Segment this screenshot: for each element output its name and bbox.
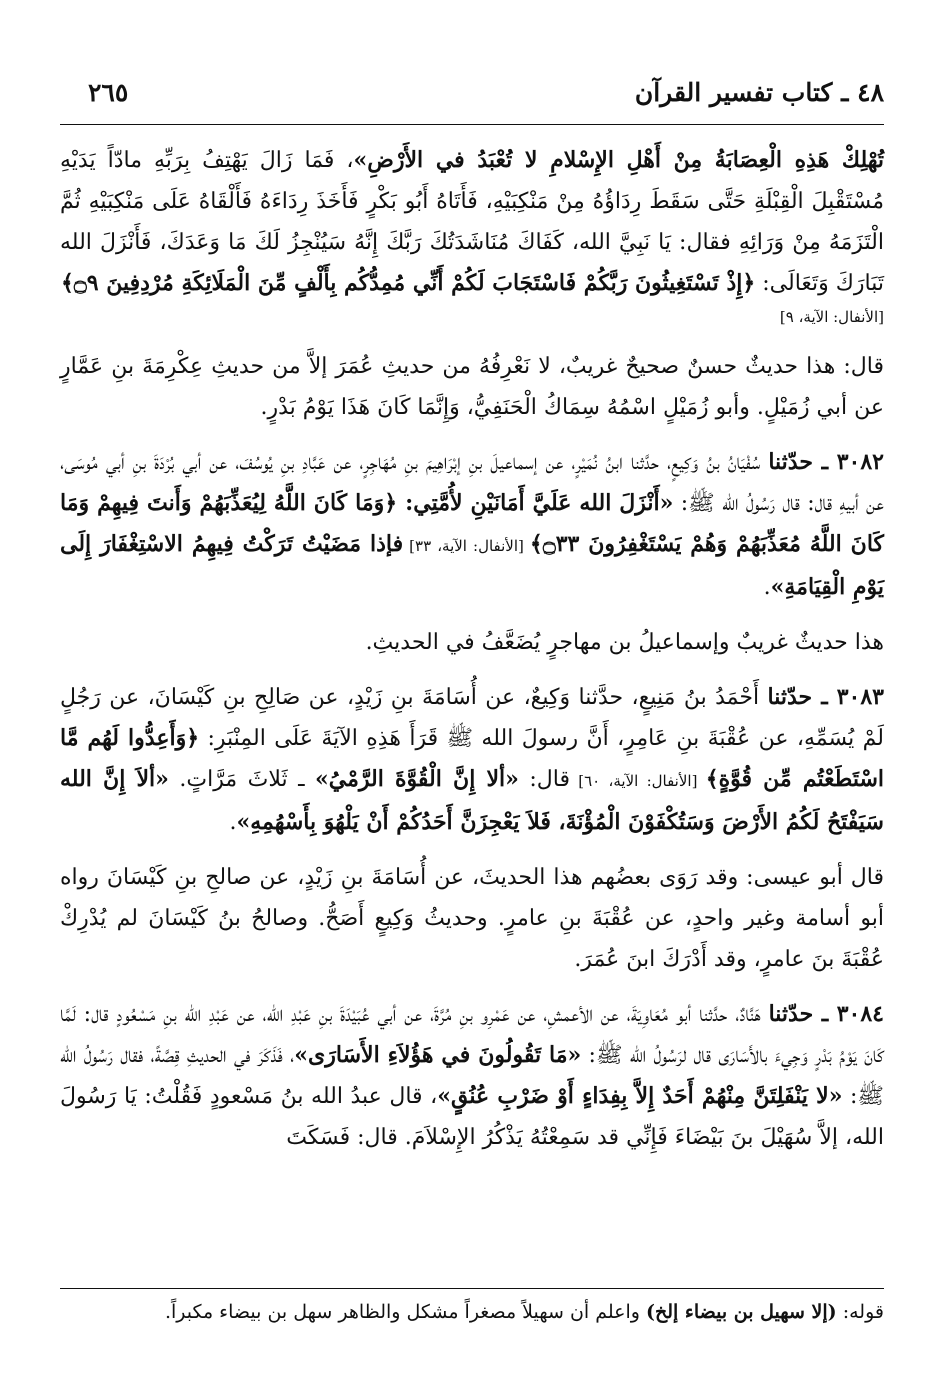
paragraph-text: ـ ثَلاثَ مَرَّاتٍ. — [168, 767, 316, 792]
footnote-term: (إلا سهيل بن بيضاء إلخ) — [646, 1301, 837, 1323]
hadith-quote: فإذا مَضَيْتُ تَرَكْتُ فِيهِمُ الاسْتِغْفَارَ إِلَى يَوْمِ الْقِيَامَةِ» — [60, 531, 884, 600]
hadith-quote: «أَنْزَلَ الله عَلَيَّ أَمَانَيْنِ لأُمَّتِي: — [397, 490, 674, 516]
running-header — [88, 78, 884, 118]
paragraph-text: سُفْيَانُ بنُ وَكِيعٍ، حدَّثنا ابنُ نُمَيْرٍ، عن إسماعيلَ بنِ إبْرَاهِيمَ بنِ مُهَاجِرٍ، عن عَبَّادِ بنِ يُوسُفَ، عن أبي بُرْدَةَ بنِ أبي مُوسَى، عن أبيهِ قال: قال رَسُولُ الله ﷺ: — [60, 450, 884, 516]
verse-citation: [الأنفال: الآية، ٩] — [779, 308, 884, 326]
header-rule — [60, 124, 884, 125]
page-body — [60, 140, 884, 1172]
hadith-number: ٣٠٨٣ ـ حدّثنا — [767, 684, 884, 710]
quran-verse: ﴿إِذْ تَسْتَغِيثُونَ رَبَّكُمْ فَاسْتَجَابَ لَكُمْ أَنِّي مُمِدُّكُم بِأَلْفٍ مِّنَ الْمَلَائِكَةِ مُرْدِفِينَ ۝٩﴾ — [60, 270, 756, 296]
running-title: ٤٨ ـ كتاب تفسير القرآن — [634, 78, 884, 107]
paragraph-4 — [60, 622, 884, 663]
hadith-3082 — [60, 442, 884, 608]
paragraph-text: أَحْمَدُ بنُ مَنِيعٍ، حدَّثنا وَكِيعٌ، عن أُسَامَةَ بنِ زَيْدٍ، عن صَالِحِ بنِ كَيْسَانَ، عن رَجُلٍ لَمْ يُسَمِّهِ، عن عُقْبَةَ بنِ عَامِرٍ، أَنَّ رسولَ الله ﷺ قَرَأَ هَذِهِ الآيَةَ عَلَى المِنْبَرِ: — [60, 685, 884, 751]
paragraph-text: هذا حديثٌ غريبٌ وإسماعيلُ بن مهاجرٍ يُضَعَّفُ في الحديثِ. — [365, 630, 884, 655]
paragraph-end: . — [229, 810, 237, 835]
paragraph-6 — [60, 857, 884, 980]
hadith-quote: «ألا إِنَّ الْقُوَّةَ الرَّمْيُ» — [315, 766, 519, 792]
paragraph-text: ، فَمَا زَالَ يَهْتِفُ بِرَبِّهِ مادّاً يَدَيْهِ مُسْتَقْبِلَ الْقِبْلَةِ حَتَّى سَقَطَ رِدَاؤُهُ مِنْ مَنْكِبَيْهِ، فَأَتَاهُ أَبُو بَكْرٍ فَأَخَذَ رِدَاءَهُ فَأَلْقَاهُ عَلَى مَنْكِبَيْهِ ثُمَّ الْتَزَمَهُ مِنْ وَرَائِهِ فقال: يَا نَبِيَّ الله، كَفَاكَ مُنَاشَدَتُكَ رَبَّكَ إِنَّهُ سَيُنْجِزُ لَكَ مَا وَعَدَكَ، فَأَنْزَلَ الله تَبَارَكَ وَتَعَالَى: — [60, 148, 884, 296]
paragraph-text: ، فَذَكَرَ في الحديثِ قِصَّةً، فقال رَسُولُ الله ﷺ: — [60, 1043, 885, 1109]
page-number: ٢٦٥ — [88, 78, 129, 107]
hadith-quote: «ألاَ إِنَّ الله سَيَفْتَحُ لَكُمُ الأَرْضَ وَسَتُكْفَوْنَ الْمُؤْنَةَ، فَلاَ يَعْجِزَنَّ أَحَدُكُمْ أَنْ يَلْهُوَ بِأَسْهُمِهِ» — [60, 766, 884, 835]
hadith-number: ٣٠٨٢ ـ حدّثنا — [768, 449, 884, 475]
paragraph-2 — [60, 346, 884, 428]
hadith-3084 — [60, 994, 884, 1158]
hadith-quote: «لا يَنْفَلِتَنَّ مِنْهُمْ أَحَدٌ إِلاَّ بِفِدَاءٍ أَوْ ضَرْبِ عُنُقٍ» — [437, 1083, 843, 1109]
quran-verse: ﴿وَأَعِدُّوا لَهُم مَّا اسْتَطَعْتُم مِّن قُوَّةٍ﴾ — [60, 725, 884, 792]
verse-citation: [الأنفال: الآية، ٦٠] — [570, 772, 706, 790]
hadith-quote: تُهْلِكْ هَذِهِ الْعِصَابَةُ مِنْ أَهْلِ الإِسْلامِ لا تُعْبَدُ في الأَرْضِ» — [353, 147, 885, 173]
hadith-3083 — [60, 677, 884, 843]
hadith-quote: «مَا تَقُولُونَ في هَؤُلاَءِ الأَسَارَى» — [294, 1042, 582, 1068]
paragraph-end: . — [763, 575, 771, 600]
paragraph-text: هَنَّادٌ، حدَّثنا أبو مُعَاوِيَةَ، عن الأعمشِ، عن عَمْرِو بنِ مُرَّةَ، عن أبي عُبَيْدَةَ بنِ عَبْدِ الله، عن عَبْدِ الله بنِ مَسْعُودٍ قال: لَمَّا كَانَ يَوْمُ بَدْرٍ وَجِيءَ بالأَسَارَى قال لرَسُولُ الله ﷺ: — [60, 1002, 884, 1068]
footnote-text: واعلم أن سهيلاً مصغراً مشكل والظاهر سهل بن بيضاء مكبراً. — [164, 1301, 646, 1323]
paragraph-text: قال أبو عيسى: وقد رَوَى بعضُهم هذا الحديثَ، عن أُسَامَةَ بنِ زَيْدٍ، عن صالحِ بنِ كَيْسَانَ رواه أبو أسامة وغير واحدٍ، عن عُقْبَةَ بنِ عامرٍ. وحديثُ وَكِيعٍ أَصَحُّ. وصالحُ بنُ كَيْسَانَ لم يُدْرِكْ عُقْبَةَ بنَ عامرٍ، وقد أَدْرَكَ ابنَ عُمَرَ. — [60, 865, 884, 972]
footnote — [60, 1296, 884, 1328]
quran-verse: ﴿وَمَا كَانَ اللَّهُ لِيُعَذِّبَهُمْ وَأَنتَ فِيهِمْ وَمَا كَانَ اللَّهُ مُعَذِّبَهُمْ وَهُمْ يَسْتَغْفِرُونَ ۝٣٣﴾ — [60, 490, 884, 557]
paragraph-text: قال: — [518, 767, 570, 792]
paragraph-text: قال: هذا حديثٌ حسنٌ صحيحٌ غريبٌ، لا نَعْرِفُهُ من حديثِ عُمَرَ إلاَّ من حديثِ عِكْرِمَةَ بنِ عَمَّارٍ عن أبي زُمَيْلٍ. وأبو زُمَيْلٍ اسْمُهُ سِمَاكُ الْحَنَفِيُّ، وَإِنَّمَا كَانَ هَذَا يَوْمُ بَدْرٍ. — [60, 354, 884, 420]
footnote-lead: قوله: — [836, 1301, 884, 1323]
hadith-number: ٣٠٨٤ ـ حدّثنا — [768, 1001, 884, 1027]
verse-citation: [الأنفال: الآية، ٣٣] — [403, 537, 530, 555]
footnote-rule — [60, 1288, 884, 1289]
paragraph-text: ، قال عبدُ الله بنُ مَسْعودٍ فَقُلْتُ: يَا رَسُولَ الله، إلاَّ سُهَيْلَ بنَ بَيْضَاءَ فَإِنِّي قد سَمِعْتُهُ يَذْكُرُ الإِسْلاَمَ. قال: فَسَكَتَ — [60, 1084, 884, 1150]
paragraph-1 — [60, 140, 884, 304]
